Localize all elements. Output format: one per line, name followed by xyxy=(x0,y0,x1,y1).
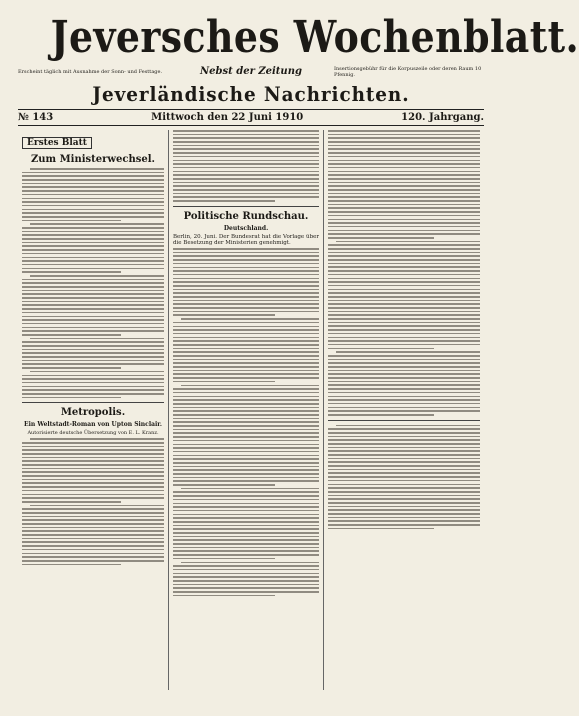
article-columns xyxy=(18,130,484,690)
subhead-left-text: Erscheint täglich mit Ausnahme der Sonn- und Festtage. xyxy=(18,69,163,75)
subhead-right-text: Insertionsgebühr für die Korpuszeile oder deren Raum 10 Pfennig. xyxy=(333,66,482,78)
article-heading-rundschau: Politische Rundschau. xyxy=(183,210,309,222)
serial-story-continued xyxy=(328,425,480,530)
column-3 xyxy=(323,130,484,690)
column-1 xyxy=(18,130,168,690)
column-2 xyxy=(168,130,323,690)
issue-date: Mittwoch den 22 Juni 1910 xyxy=(151,112,304,123)
column-divider xyxy=(22,402,164,403)
section-label: Erstes Blatt xyxy=(22,137,92,149)
issue-bar xyxy=(18,109,484,126)
issue-number: № 143 xyxy=(18,112,54,123)
article-subheading-deutschland: Deutschland. xyxy=(223,224,269,232)
masthead-subhead xyxy=(18,66,484,78)
article-body-rundschau xyxy=(173,248,319,596)
article-byline-metropolis: Autorisierte deutsche Übersetzung von E. L. Kranz. xyxy=(27,430,159,437)
column-divider xyxy=(173,206,319,207)
subtitle: Jeverländische Nachrichten. xyxy=(92,82,410,106)
article-body-continued xyxy=(173,130,319,202)
article-heading-ministerwechsel: Zum Ministerwechsel. xyxy=(30,154,156,165)
article-heading-metropolis: Metropolis. xyxy=(60,407,126,419)
article-subheading-metropolis: Ein Weltstadt-Roman von Upton Sinclair. xyxy=(24,421,162,429)
masthead-title: Jeversches Wochenblatt. xyxy=(50,12,579,63)
issue-year: 120. Jahrgang. xyxy=(401,112,484,123)
article-lead-paragraph: Berlin, 20. Juni. Der Bundesrat hat die Vorlage über die Besetzung der Ministerien genehmigt. xyxy=(173,233,319,246)
article-body-ministerwechsel xyxy=(22,168,164,398)
article-body-metropolis xyxy=(22,438,164,565)
subhead-center-text: Nebst der Zeitung xyxy=(200,66,302,77)
column-divider xyxy=(328,420,480,421)
article-body-column-3 xyxy=(328,130,480,416)
